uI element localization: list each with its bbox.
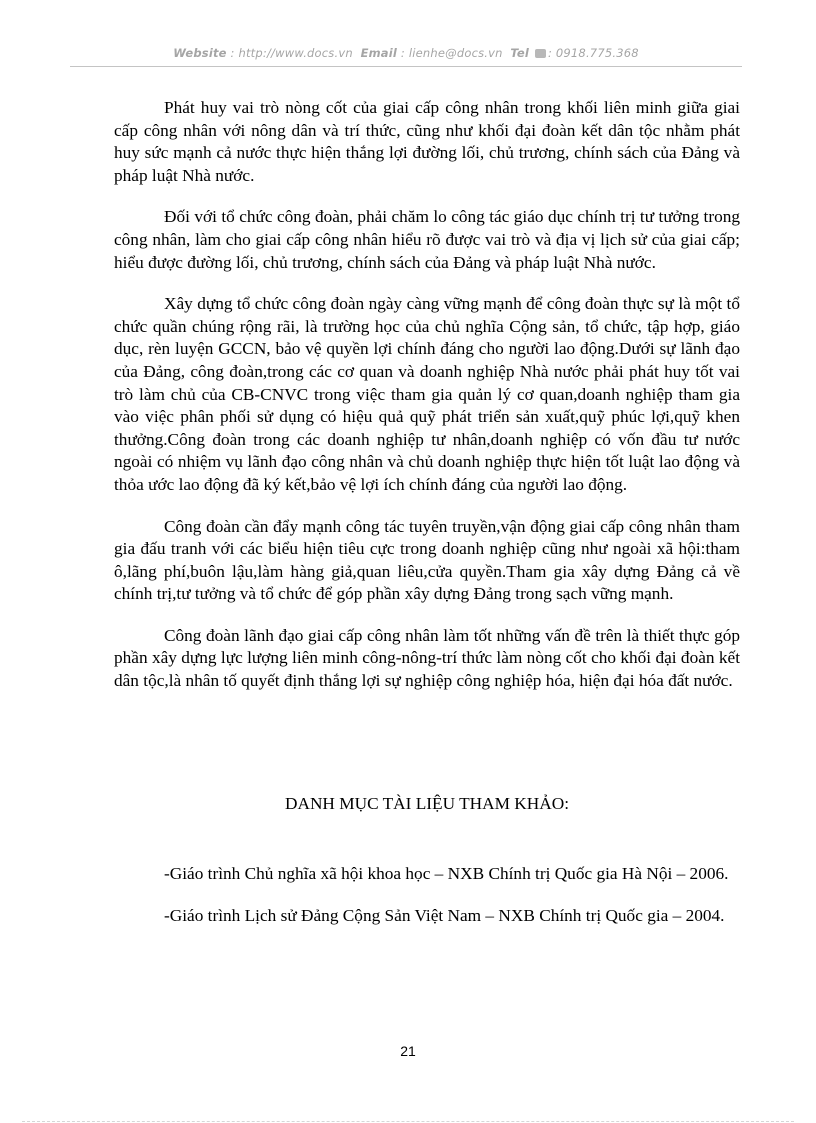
email-label: Email [360,46,398,60]
paragraph: Công đoàn cần đẩy mạnh công tác tuyên truyền,vận động giai cấp công nhân tham gia đấu tranh với các biểu hiện tiêu cực trong doanh nghiệp cũng như ngoài xã hội:tham ô,lãng phí,buôn lậu,làm hàng giả,quan liêu,cửa quyền.Tham gia xây dựng Đảng cả về chính trị,tư tưởng và tổ chức để góp phần xây dựng Đảng trong sạch vững mạnh. [114,516,740,604]
page-header [70,46,742,66]
paragraph: Phát huy vai trò nòng cốt của giai cấp công nhân trong khối liên minh giữa giai cấp công nhân với nông dân và trí thức, cũng như khối đại đoàn kết dân tộc nhằm phát huy sức mạnh cả nước thực hiện thắng lợi đường lối, chủ trương, chính sách của Đảng và pháp luật Nhà nước. [114,98,740,185]
header-divider [70,66,742,67]
references-list [114,856,740,940]
website-label: Website [173,46,227,60]
references-title: DANH MỤC TÀI LIỆU THAM KHẢO: [284,794,569,813]
tel-value: : 0918.775.368 [547,46,639,60]
footer-divider [22,1121,794,1122]
tel-label: Tel [510,46,530,60]
reference-item: -Giáo trình Lịch sử Đảng Cộng Sản Việt Nam – NXB Chính trị Quốc gia – 2004. [164,906,725,925]
phone-icon [535,49,546,58]
email-value: : lienhe@docs.vn [400,46,503,60]
paragraph: Xây dựng tổ chức công đoàn ngày càng vững mạnh để công đoàn thực sự là một tổ chức quần chúng rộng rãi, là trường học của chủ nghĩa Cộng sản, tổ chức, tập hợp, giáo dục, rèn luyện GCCN, bảo vệ quyền lợi chính đáng cho người lao động.Dưới sự lãnh đạo của Đảng, công đoàn,trong các cơ quan và doanh nghiệp Nhà nước phải phát huy tốt vai trò làm chủ của CB-CNVC trong việc tham gia quản lý cơ quan,doanh nghiệp tham gia vào việc phân phối sử dụng có hiệu quả quỹ phát triển sản xuất,quỹ phúc lợi,quỹ khen thưởng.Công đoàn trong các doanh nghiệp tư nhân,doanh nghiệp có vốn đầu tư nước ngoài có nhiệm vụ lãnh đạo công nhân và chủ doanh nghiệp thực hiện tốt luật lao động và thỏa ước lao động đã ký kết,bảo vệ lợi ích chính đáng của người lao động. [114,294,740,494]
paragraph: Công đoàn lãnh đạo giai cấp công nhân làm tốt những vấn đề trên là thiết thực góp phần xây dựng lực lượng liên minh công-nông-trí thức làm nòng cốt cho khối đại đoàn kết dân tộc,là nhân tố quyết định thắng lợi sự nghiệp công nghiệp hóa, hiện đại hóa đất nước. [114,625,740,691]
page-number: 21 [400,1043,416,1059]
body-text [114,97,740,712]
reference-item: -Giáo trình Chủ nghĩa xã hội khoa học – NXB Chính trị Quốc gia Hà Nội – 2006. [164,864,729,883]
website-value: : http://www.docs.vn [230,46,353,60]
paragraph: Đối với tổ chức công đoàn, phải chăm lo công tác giáo dục chính trị tư tưởng trong công nhân, làm cho giai cấp công nhân hiểu rõ được vai trò và địa vị lịch sử của giai cấp; hiểu được đường lối, chủ trương, chính sách của Đảng và pháp luật Nhà nước. [114,207,740,272]
